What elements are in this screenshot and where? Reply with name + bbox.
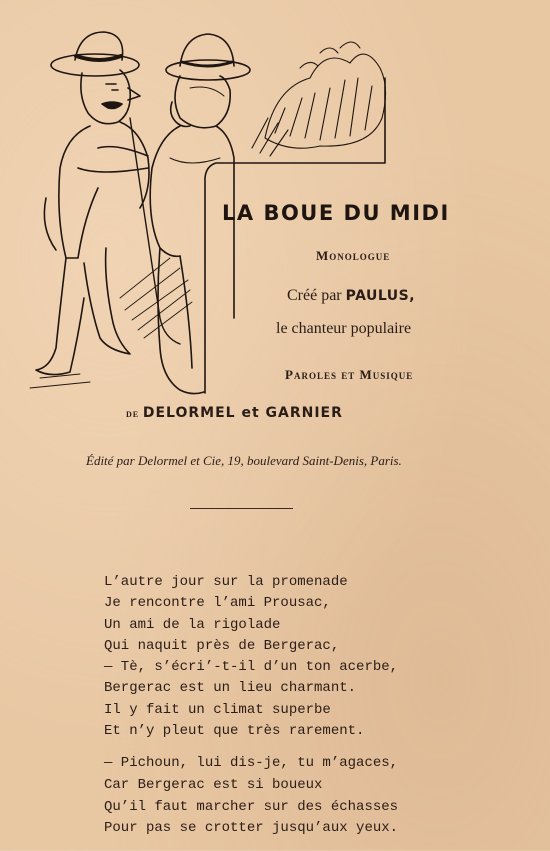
- poem-line: Qu’il faut marcher sur des échasses: [104, 798, 399, 815]
- poem-line: L’autre jour sur la promenade: [104, 574, 348, 590]
- poem-line: Qui naquit près de Bergerac,: [104, 637, 340, 654]
- genre-label: Monologue: [316, 248, 391, 263]
- poem-line: — Pichoun, lui dis-je, tu m’agaces,: [104, 755, 399, 772]
- poem-line: Je rencontre l’ami Prousac,: [104, 595, 331, 612]
- performer-description: le chanteur populaire: [276, 320, 412, 337]
- credits-label: Paroles et Musique: [285, 367, 414, 382]
- stanza-2: [104, 753, 398, 840]
- poem-line: Il y fait un climat superbe: [104, 701, 331, 718]
- poem-line: Car Bergerac est si boueux: [104, 777, 323, 794]
- creation-credit: [287, 287, 415, 305]
- authors-credit: [126, 405, 343, 422]
- creation-prefix: Créé par: [287, 287, 342, 304]
- poem: [104, 572, 398, 851]
- performer-name: PAULUS,: [345, 288, 416, 304]
- song-title: LA BOUE DU MIDI: [222, 201, 450, 225]
- poem-line: Pour pas se crotter jusqu’aux yeux.: [104, 820, 399, 837]
- authors-names: DELORMEL et GARNIER: [142, 405, 343, 421]
- section-divider: [190, 508, 293, 509]
- poem-line: Et n’y pleut que très rarement.: [104, 723, 365, 740]
- publisher-line: Édité par Delormel et Cie, 19, boulevard Saint-Denis, Paris.: [86, 453, 402, 468]
- stanza-1: [104, 572, 398, 742]
- authors-prefix: de: [126, 406, 140, 420]
- poem-line: Un ami de la rigolade: [104, 616, 281, 633]
- poem-line: — Tè, s’écri’-t-il d’un ton acerbe,: [104, 659, 399, 676]
- poem-line: Bergerac est un lieu charmant.: [104, 680, 357, 697]
